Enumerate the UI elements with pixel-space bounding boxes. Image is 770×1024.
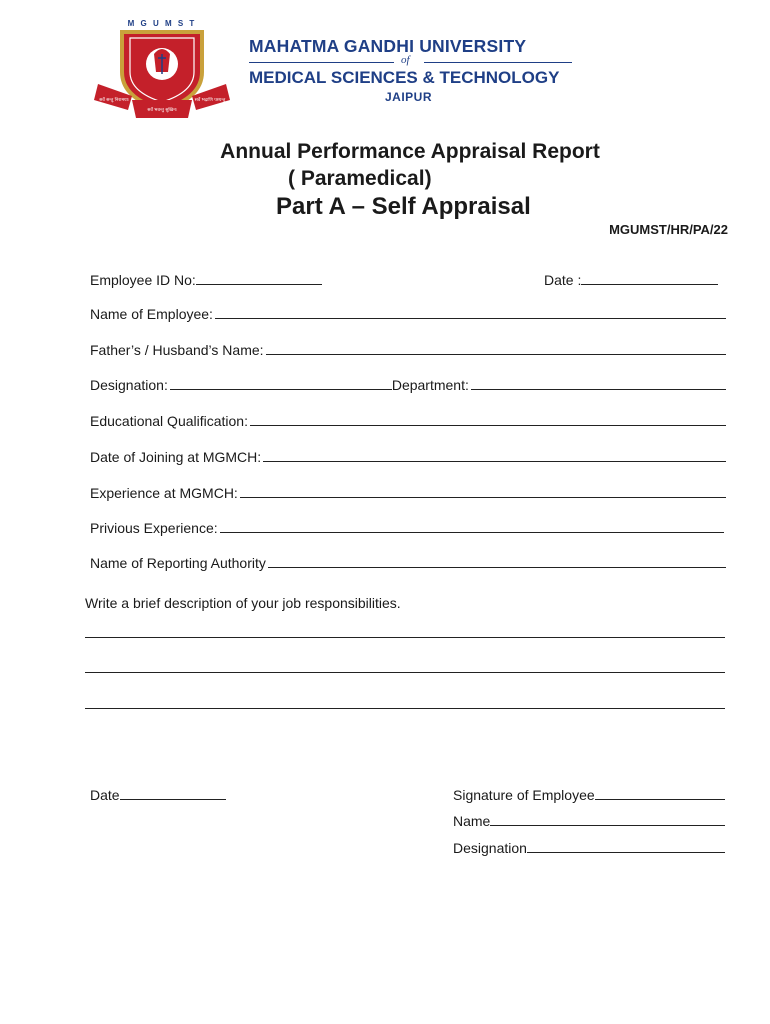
father-husband-name-blank[interactable] bbox=[266, 353, 726, 355]
employee-name-field[interactable] bbox=[90, 302, 726, 322]
education-label: Educational Qualification: bbox=[90, 413, 248, 429]
part-heading: Part A – Self Appraisal bbox=[276, 193, 531, 220]
previous-experience-field[interactable] bbox=[90, 516, 724, 536]
designation-department-field[interactable] bbox=[90, 373, 726, 393]
reporting-authority-blank[interactable] bbox=[268, 566, 726, 568]
university-of-text: of bbox=[401, 54, 410, 66]
university-name-line2: MEDICAL SCIENCES & TECHNOLOGY bbox=[249, 68, 560, 87]
university-seal-logo bbox=[88, 14, 236, 122]
seal-ribbon-center: सर्वे भवन्तु सुखिनः bbox=[147, 108, 177, 113]
university-city: JAIPUR bbox=[385, 90, 433, 104]
description-line-1[interactable] bbox=[85, 637, 725, 638]
experience-blank[interactable] bbox=[240, 496, 726, 498]
description-line-2[interactable] bbox=[85, 672, 725, 673]
date-blank[interactable] bbox=[581, 283, 718, 285]
employee-id-field[interactable] bbox=[90, 268, 322, 288]
designation-blank[interactable] bbox=[170, 388, 392, 390]
experience-field[interactable] bbox=[90, 481, 726, 501]
footer-name-label: Name bbox=[453, 813, 491, 829]
footer-name-blank[interactable] bbox=[490, 824, 725, 826]
university-name-line1: MAHATMA GANDHI UNIVERSITY bbox=[249, 36, 527, 56]
reporting-authority-field[interactable] bbox=[90, 551, 726, 571]
document-reference-code: MGUMST/HR/PA/22 bbox=[609, 222, 728, 237]
description-line-3[interactable] bbox=[85, 708, 725, 709]
father-husband-name-label: Father’s / Husband’s Name: bbox=[90, 342, 264, 358]
job-description-prompt: Write a brief description of your job responsibilities. bbox=[85, 595, 401, 611]
footer-designation-blank[interactable] bbox=[527, 851, 725, 853]
date-of-joining-blank[interactable] bbox=[263, 460, 726, 462]
seal-arc-text: M G U M S T bbox=[127, 19, 197, 28]
designation-label: Designation: bbox=[90, 377, 168, 393]
signature-label: Signature of Employee bbox=[453, 787, 595, 803]
signature-blank[interactable] bbox=[595, 798, 725, 800]
footer-date-field[interactable] bbox=[90, 783, 226, 803]
education-blank[interactable] bbox=[250, 424, 726, 426]
father-husband-name-field[interactable] bbox=[90, 338, 726, 358]
employee-name-blank[interactable] bbox=[215, 317, 726, 319]
previous-experience-label: Privious Experience: bbox=[90, 520, 218, 536]
date-label: Date : bbox=[544, 272, 582, 288]
previous-experience-blank[interactable] bbox=[220, 531, 724, 533]
footer-designation-field[interactable] bbox=[453, 836, 725, 856]
seal-ribbon-left: सर्वे सन्तु निरामयाः bbox=[99, 98, 129, 103]
employee-id-blank[interactable] bbox=[196, 283, 322, 285]
employee-id-label: Employee ID No: bbox=[90, 272, 196, 288]
university-of-divider bbox=[249, 56, 572, 68]
footer-designation-label: Designation bbox=[453, 840, 527, 856]
education-field[interactable] bbox=[90, 409, 726, 429]
reporting-authority-label: Name of Reporting Authority bbox=[90, 555, 266, 571]
footer-name-field[interactable] bbox=[453, 809, 725, 829]
report-title: Annual Performance Appraisal Report bbox=[220, 140, 600, 163]
signature-field[interactable] bbox=[453, 783, 725, 803]
department-blank[interactable] bbox=[471, 388, 726, 390]
seal-ribbon-right: सर्वे भद्राणि पश्यन्तु bbox=[194, 98, 226, 103]
department-label: Department: bbox=[391, 377, 469, 393]
date-of-joining-field[interactable] bbox=[90, 445, 726, 465]
footer-date-blank[interactable] bbox=[120, 798, 226, 800]
experience-label: Experience at MGMCH: bbox=[90, 485, 238, 501]
report-subtitle: ( Paramedical) bbox=[288, 167, 432, 190]
employee-name-label: Name of Employee: bbox=[90, 306, 213, 322]
date-of-joining-label: Date of Joining at MGMCH: bbox=[90, 449, 262, 465]
date-field[interactable] bbox=[544, 268, 718, 288]
footer-date-label: Date bbox=[90, 787, 120, 803]
